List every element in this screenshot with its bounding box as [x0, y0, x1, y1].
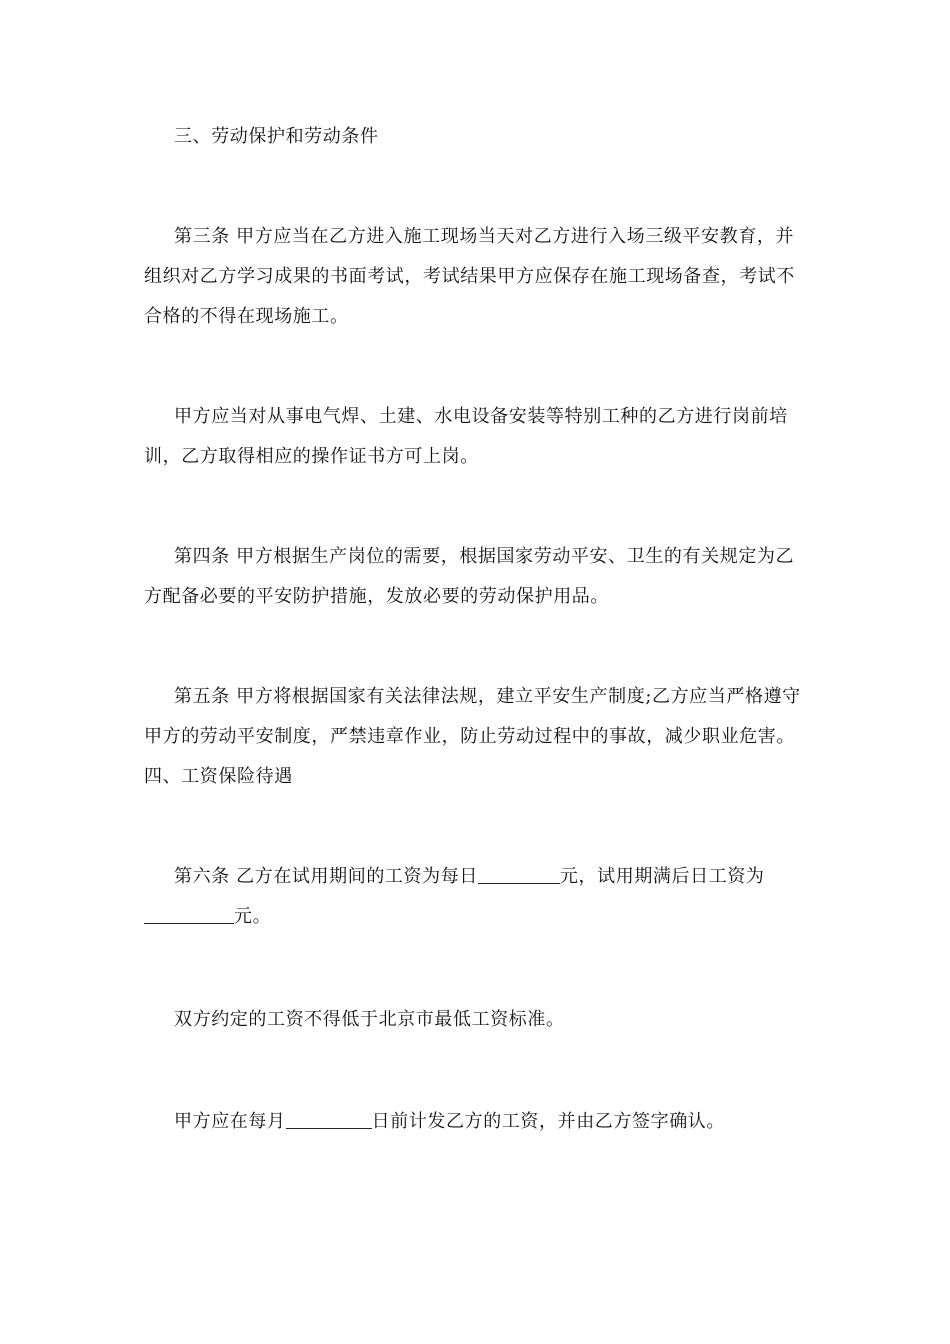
payday-paragraph [144, 1102, 810, 1142]
article-5-paragraph [144, 677, 810, 797]
regular-daily-wage-blank[interactable] [144, 905, 234, 924]
article-6-text-1: 第六条 乙方在试用期间的工资为每日 [174, 866, 478, 887]
trial-daily-wage-blank[interactable] [478, 865, 560, 884]
article-6-text-3: 元。 [234, 906, 272, 927]
wage-standard-paragraph: 双方约定的工资不得低于北京市最低工资标准。 [174, 1009, 565, 1030]
payday-text-1: 甲方应在每月 [174, 1111, 286, 1132]
article-6-text-2: 元，试用期满后日工资为 [559, 866, 765, 887]
article-5-text: 第五条 甲方将根据国家有关法律法规，建立平安生产制度;乙方应当严格遵守甲方的劳动平安制度，严禁违章作业，防止劳动过程中的事故，减少职业危害。 四、工资保险待遇 [144, 686, 801, 787]
article-3-paragraph-2: 甲方应当对从事电气焊、土建、水电设备安装等特别工种的乙方进行岗前培训，乙方取得相应的操作证书方可上岗。 [144, 406, 788, 467]
payday-text-2: 日前计发乙方的工资，并由乙方签字确认。 [371, 1111, 726, 1132]
section-heading-labor-protection: 三、劳动保护和劳动条件 [174, 126, 379, 147]
payday-blank[interactable] [286, 1110, 372, 1129]
article-4-paragraph: 第四条 甲方根据生产岗位的需要，根据国家劳动平安、卫生的有关规定为乙方配备必要的平安防护措施，发放必要的劳动保护用品。 [144, 546, 795, 607]
article-6-paragraph [144, 857, 810, 937]
article-3-paragraph-1: 第三条 甲方应当在乙方进入施工现场当天对乙方进行入场三级平安教育，并组织对乙方学习成果的书面考试，考试结果甲方应保存在施工现场备查，考试不合格的不得在现场施工。 [144, 226, 795, 327]
